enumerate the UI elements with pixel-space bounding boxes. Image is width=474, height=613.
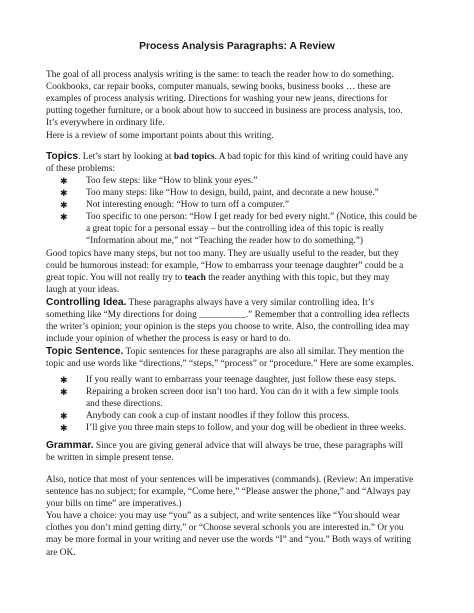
topics-line	[46, 151, 436, 163]
topics-section	[46, 151, 436, 175]
list-item: ✱ I’ll give you three main steps to follow, and your dog will be obedient in three weeks.	[60, 423, 407, 434]
star-bullet-icon: ✱	[60, 411, 68, 422]
controlling-heading: Controlling Idea.	[46, 297, 127, 308]
topics-text: . Let’s start by looking at	[78, 152, 174, 162]
intro-line: Cookbooks, car repair books, computer manuals, sewing books, business books … these are	[46, 82, 391, 93]
list-item: ✱ Anybody can cook a cup of instant noodles if they follow this process.	[60, 411, 350, 422]
list-item: ✱ Repairing a broken screen door isn’t too hard. You can do it with a few simple tools and these directions.	[60, 387, 399, 410]
topic-sentence-examples-list	[60, 374, 440, 434]
star-bullet-icon: ✱	[60, 423, 68, 434]
review-paragraph	[46, 130, 436, 142]
topic-sentence-line	[46, 346, 436, 358]
list-item: ✱ Not interesting enough: “How to turn off a computer.”	[60, 200, 290, 211]
topic-sentence-heading: Topic Sentence.	[46, 346, 124, 357]
star-bullet-icon: ✱	[60, 188, 68, 199]
good-topics-paragraph	[46, 248, 436, 296]
page-title: Process Analysis Paragraphs: A Review	[139, 41, 335, 52]
star-bullet-icon: ✱	[60, 375, 68, 385]
topics-heading: Topics	[46, 151, 79, 162]
good-topics-text: the reader anything with this topic, but they may	[205, 273, 390, 284]
bad-topics-list	[60, 175, 440, 248]
topic-sentence-section	[46, 346, 436, 370]
intro-line: It’s everywhere in ordinary life.	[46, 118, 165, 129]
grammar-line	[46, 440, 436, 452]
topic-sentence-text: Topic sentences for these paragraphs are also all similar. They mention the	[123, 347, 404, 357]
controlling-line	[46, 297, 436, 309]
star-bullet-icon: ✱	[60, 176, 68, 186]
controlling-idea-section	[46, 297, 436, 345]
topics-line: of these problems:	[46, 164, 116, 175]
closing-line: You have a choice: you may use “you” as a subject, and write sentences like “You should wear	[46, 511, 401, 522]
star-bullet-icon: ✱	[60, 387, 68, 398]
star-bullet-icon: ✱	[60, 212, 68, 223]
list-item: ✱ If you really want to embarrass your teenage daughter, just follow these easy steps.	[60, 375, 397, 385]
closing-line: may be more formal in your writing and never use the words “I” and “you.” Both ways of writing	[46, 535, 412, 546]
teach-bold: teach	[184, 273, 206, 284]
good-topics-line: Good topics have many steps, but not too many. They are usually useful to the reader, but they	[46, 249, 399, 259]
grammar-line: be written in simple present tense.	[46, 453, 174, 464]
controlling-line: include your opinion of whether the process is easy or hard to do.	[46, 334, 291, 345]
review-line: Here is a review of some important points about this writing.	[46, 131, 274, 141]
closing-line: clothes you don’t mind getting dirty,” or “Choose several schools you are interested in.” Or you	[46, 523, 404, 534]
good-topics-line: laugh at your ideas.	[46, 285, 120, 296]
intro-line: examples of process analysis writing. Directions for washing your new jeans, directions for	[46, 94, 388, 105]
grammar-text: Since you are giving general advice that will always be true, these paragraphs will	[93, 441, 404, 451]
grammar-heading: Grammar.	[46, 440, 94, 451]
topic-sentence-line: topic and use words like “directions,” “steps,” “process” or “procedure.” Here are some examples.	[46, 359, 414, 370]
good-topics-line: could be humorous instead: for example, “How to embarrass your teenage daughter” could be a	[46, 261, 404, 272]
intro-line: putting together furniture, or a book about how to succeed in business are process analysis, too.	[46, 106, 403, 117]
intro-line: The goal of all process analysis writing is the same: to teach the reader how to do something.	[46, 70, 394, 80]
grammar-section	[46, 440, 436, 464]
intro-paragraph	[46, 69, 436, 129]
controlling-line: something like “My directions for doing __________.” Remember that a controlling idea reflects	[46, 310, 410, 321]
topics-bold: bad topics	[173, 152, 215, 162]
good-topics-line	[46, 272, 436, 284]
closing-line: your bills on time” are imperatives.)	[46, 499, 182, 510]
closing-line: are OK.	[46, 547, 76, 558]
controlling-text: These paragraphs always have a very similar controlling idea. It’s	[126, 298, 374, 308]
topics-text: . A bad topic for this kind of writing could have any	[214, 152, 409, 162]
imperatives-paragraph	[46, 474, 436, 559]
controlling-line: the writer’s opinion; your opinion is the steps you choose to write. Also, the controlling idea may	[46, 322, 410, 333]
list-item: ✱ Too few steps: like “How to blink your eyes.”	[60, 176, 258, 186]
star-bullet-icon: ✱	[60, 200, 68, 211]
good-topics-text: great topic. You will not really try to	[46, 273, 185, 284]
closing-line: Also, notice that most of your sentences will be imperatives (commands). (Review: An imperative	[46, 475, 414, 485]
list-item: ✱ Too many steps: like “How to design, build, paint, and decorate a new house.”	[60, 188, 379, 199]
list-item: ✱ Too specific to one person: “How I get ready for bed every night.” (Notice, this could be a great topic for a personal essay – but the controlling idea of this topic is really “Information about me,” not “Teaching the reader how to do something.”)	[60, 212, 417, 247]
closing-line: sentence has no subject; for example, “Come here,” “Please answer the phone,” and “Always pay	[46, 487, 411, 498]
